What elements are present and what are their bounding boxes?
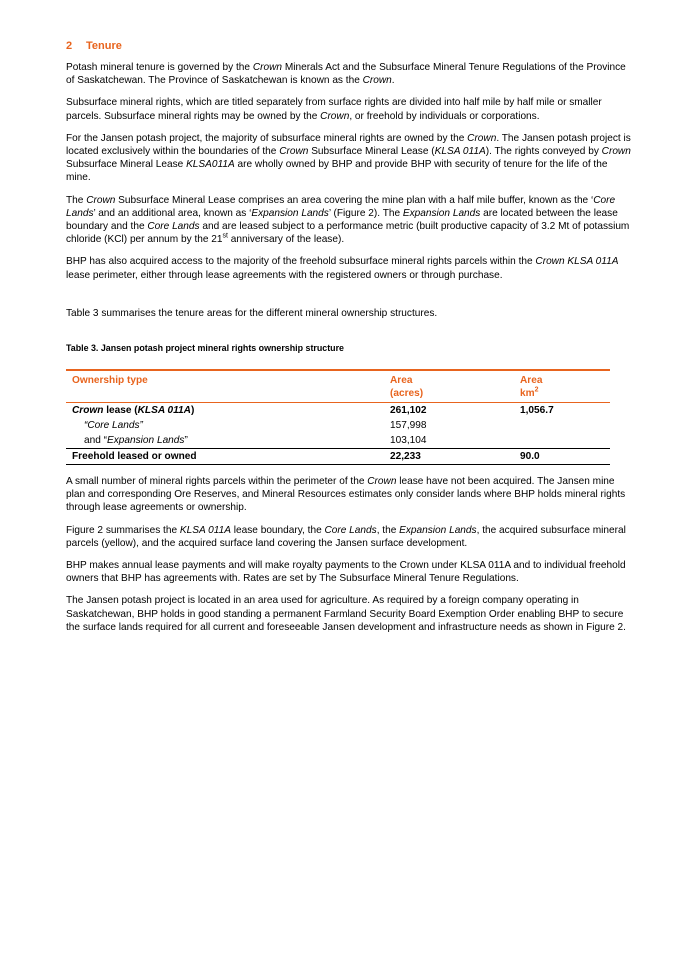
table-row	[66, 433, 610, 449]
paragraph-3: For the Jansen potash project, the majority of subsurface mineral rights are owned by the Crown. The Jansen potash project is located exclusively within the boundaries of the Crown Subsurface Mineral Lease (KLSA 011A). The rights conveyed by Crown Subsurface Mineral Lease KLSA011A are wholly owned by BHP and provide BHP with security of tenure for the life of the mine.	[66, 132, 631, 184]
row-area-acres: 261,102	[390, 405, 427, 417]
row-area-acres: 157,998	[390, 420, 427, 432]
header-ownership-type: Ownership type	[66, 370, 384, 403]
row-area-km2	[514, 418, 610, 433]
table-caption: Table 3. Jansen potash project mineral rights ownership structure	[66, 343, 344, 354]
row-ownership-type: and “Expansion Lands”	[84, 435, 188, 447]
row-area-acres: 103,104	[390, 435, 427, 447]
section-number: 2	[66, 40, 73, 52]
paragraph-8: Figure 2 summarises the KLSA 011A lease boundary, the Core Lands, the Expansion Lands, the acquired subsurface mineral parcels (yellow), and the acquired surface land covering the Jansen surface development.	[66, 524, 626, 549]
table-row	[66, 403, 610, 419]
section-heading	[66, 40, 632, 52]
row-ownership-type: “Core Lands”	[84, 420, 143, 432]
paragraph-7: A small number of mineral rights parcels within the perimeter of the Crown lease have not been acquired. The Jansen mine plan and corresponding Ore Reserves, and Mineral Resources estimates only consider lands where BHP holds mineral rights through lease agreements or ownership.	[66, 476, 626, 514]
header-area-km2: Area $km^2$	[514, 370, 610, 403]
section-title: Tenure	[86, 40, 122, 52]
row-area-km2	[514, 433, 610, 449]
row-ownership-type: Freehold leased or owned	[66, 449, 384, 465]
row-area-acres: 22,233	[384, 449, 514, 465]
paragraph-5: BHP has also acquired access to the majority of the freehold subsurface mineral rights parcels within the Crown KLSA 011A lease perimeter, either through lease agreements with the registered owners or through purchase.	[66, 256, 619, 281]
paragraph-9: BHP makes annual lease payments and will make royalty payments to the Crown under KLSA 011A and to individual freehold owners that BHP has agreements with. Rates are set by The Subsurface Mineral Tenure Regulations.	[66, 560, 626, 585]
document-page	[66, 40, 632, 643]
spacer	[66, 291, 632, 307]
header-area-acres: Area (acres)	[384, 370, 514, 403]
paragraph-2: Subsurface mineral rights, which are titled separately from surface rights are divided into half mile by half mile or smaller parcels. Subsurface mineral rights may be owned by the Crown, or freehold by individuals or corporations.	[66, 97, 602, 122]
paragraph-6: Table 3 summarises the tenure areas for the different mineral ownership structures.	[66, 307, 438, 319]
row-ownership-type: Crown lease (KLSA 011A)	[72, 405, 195, 417]
table-row	[66, 449, 610, 465]
row-area-km2: 1,056.7	[520, 405, 554, 417]
paragraph-1: Potash mineral tenure is governed by the Crown Minerals Act and the Subsurface Mineral Tenure Regulations of the Province of Saskatchewan. The Province of Saskatchewan is known as the Crown.	[66, 62, 626, 87]
paragraph-10: The Jansen potash project is located in an area used for agriculture. As required by a foreign company operating in Saskatchewan, BHP holds in good standing a permanent Farmland Security Board Exemption Order enabling BHP to secure the surface lands required for all current and foreseeable Jansen development and infrastructure needs as shown in Figure 2.	[66, 595, 626, 633]
table-row	[66, 418, 610, 433]
paragraph-4: The Crown Subsurface Mineral Lease comprises an area covering the mine plan with a half mile buffer, known as the ‘Core Lands’ and an additional area, known as ‘Expansion Lands’ (Figure 2). The Expansion Lands are located between the lease boundary and the Core Lands and are leased subject to a performance metric (built productive capacity of 3.2 Mt of potassium chloride (KCl) per annum by the 21st anniversary of the lease).	[66, 194, 630, 246]
row-area-km2: 90.0	[514, 449, 610, 465]
ownership-table	[66, 369, 610, 465]
table-header-row	[66, 370, 610, 403]
